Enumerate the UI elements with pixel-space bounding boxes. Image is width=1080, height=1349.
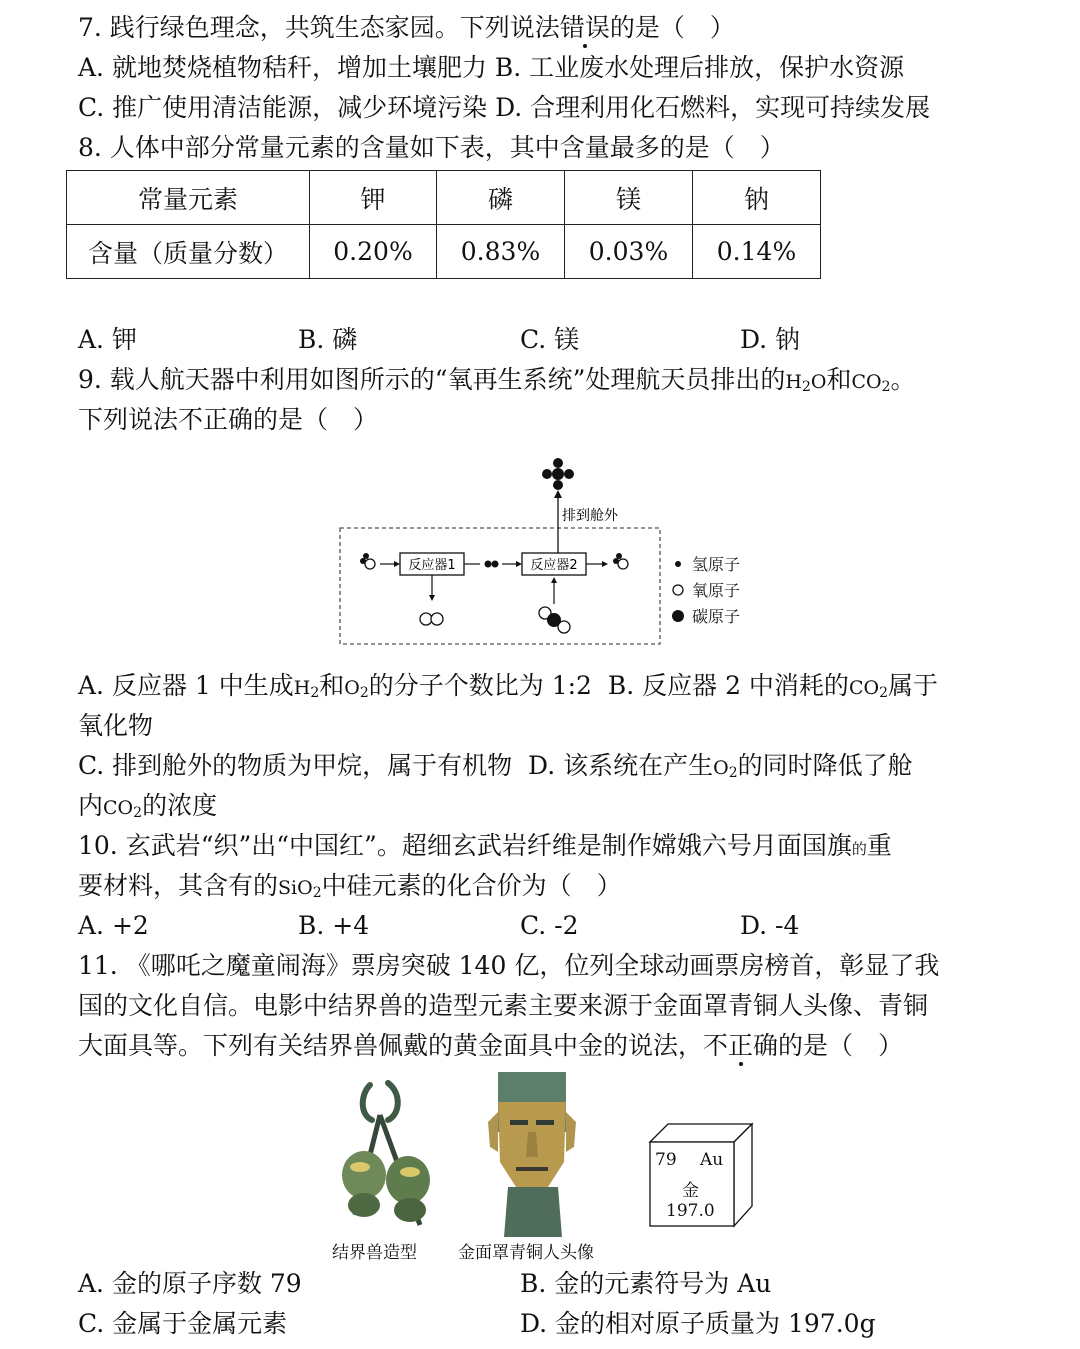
q11-stem-line2: 国的文化自信。电影中结界兽的造型元素主要来源于金面罩青铜人头像、青铜 — [78, 991, 929, 1020]
legend-hydrogen-label: 氢原子 — [692, 555, 741, 574]
element-symbol: Au — [700, 1150, 724, 1170]
system-boundary — [340, 528, 660, 644]
table-value-k: 0.20% — [310, 225, 437, 279]
q9-option-d-line2: 内$CO_2$的浓度 — [78, 791, 218, 821]
q9-stem: 9. 载人航天器中利用如图所示的“氧再生系统”处理航天员排出的$H_2O$和$CO_2$。 — [78, 365, 916, 395]
table-value-na: 0.14% — [693, 225, 821, 279]
q9-option-b-line2: 氧化物 — [78, 711, 154, 740]
legend-oxygen-label: 氧原子 — [692, 581, 741, 600]
q10-stem: 10. 玄武岩“织”出“中国红”。超细玄武岩纤维是制作嫦娥六号月面国旗的重 — [78, 831, 892, 860]
table-header-mg: 镁 — [565, 171, 693, 225]
oxygen-regeneration-diagram — [330, 452, 690, 652]
q8-option-d: D. 钠 — [740, 325, 801, 354]
table-value-mg: 0.03% — [565, 225, 693, 279]
legend-carbon-label: 碳原子 — [692, 607, 741, 626]
legend-oxygen-icon — [673, 585, 683, 595]
q9-options-cd — [78, 748, 913, 791]
q11-stem: 11. 《哪吒之魔童闹海》票房突破 140 亿，位列全球动画票房榜首，彰显了我 — [78, 951, 940, 980]
q7-stem: 7. 践行绿色理念，共筑生态家园。下列说法错误的是（ ） — [78, 13, 735, 42]
q7-options-ab — [78, 50, 904, 86]
q7-option-b: B. 工业废水处理后排放，保护水资源 — [494, 53, 905, 82]
jiejieshou-figure-image — [330, 1075, 450, 1230]
q9-options-ab — [78, 668, 938, 711]
element-atomic-mass: 197.0 — [666, 1201, 715, 1221]
carbon-dioxide-molecule-icon — [539, 607, 570, 633]
q11-option-a: A. 金的原子序数 79 — [78, 1269, 302, 1298]
q10-option-b: B. +4 — [298, 911, 370, 940]
q8-option-b: B. 磷 — [298, 325, 358, 354]
q10-option-d: D. -4 — [740, 911, 800, 940]
q7-option-a: A. 就地焚烧植物秸秆，增加土壤肥力 — [78, 53, 487, 82]
table-row-label: 含量（质量分数） — [67, 225, 310, 279]
q10-option-a: A. +2 — [78, 911, 149, 940]
reactor1-label: 反应器1 — [408, 558, 456, 573]
reactor2-label: 反应器2 — [530, 558, 578, 573]
q10-stem-line2: 要材料，其含有的SiO$_2$中硅元素的化合价为（ ） — [78, 871, 622, 901]
q8-option-c: C. 镁 — [520, 325, 580, 354]
legend-hydrogen-icon — [675, 561, 681, 567]
element-name: 金 — [682, 1181, 699, 1201]
q11-option-b: B. 金的元素符号为 Au — [520, 1269, 772, 1298]
bronze-head-image — [478, 1072, 588, 1237]
q7-option-d: D. 合理利用化石燃料，实现可持续发展 — [495, 93, 931, 122]
table-header-label: 常量元素 — [67, 171, 310, 225]
q11-option-c: C. 金属于金属元素 — [78, 1309, 288, 1338]
table-header-p: 磷 — [437, 171, 565, 225]
q8-option-a: A. 钾 — [78, 325, 137, 354]
q11-option-d: D. 金的相对原子质量为 197.0g — [520, 1309, 876, 1338]
caption-bronze-head: 金面罩青铜人头像 — [458, 1243, 594, 1263]
q10-option-c: C. -2 — [520, 911, 579, 940]
exhaust-label: 排到舱外 — [562, 508, 618, 524]
q11-stem-line3: 大面具等。下列有关结界兽佩戴的黄金面具中金的说法，不正确的是（ ） — [78, 1031, 904, 1060]
legend-carbon-icon — [672, 610, 684, 622]
q8-stem: 8. 人体中部分常量元素的含量如下表，其中含量最多的是（ ） — [78, 133, 785, 162]
element-atomic-number: 79 — [655, 1150, 677, 1170]
q9-stem-line2: 下列说法不正确的是（ ） — [78, 405, 379, 434]
q9-option-d: D. 该系统在产生$O_2$的同时降低了舱 — [528, 751, 913, 781]
exhaust-arrowhead — [554, 490, 562, 498]
table-value-p: 0.83% — [437, 225, 565, 279]
water-molecule-icon — [360, 553, 375, 569]
water-output-icon — [613, 553, 628, 569]
q7-options-cd — [78, 90, 930, 126]
hydrogen-molecule-icon — [485, 561, 499, 568]
q9-option-a: A. 反应器 1 中生成$H_2$和$O_2$的分子个数比为 1:2 — [78, 671, 592, 701]
q7-option-c: C. 推广使用清洁能源，减少环境污染 — [78, 93, 488, 122]
table-header-k: 钾 — [310, 171, 437, 225]
q9-option-c: C. 排到舱外的物质为甲烷，属于有机物 — [78, 751, 513, 780]
element-content-table — [66, 170, 821, 279]
oxygen-molecule-icon — [420, 613, 443, 625]
methane-molecule-icon — [542, 458, 574, 490]
table-header-na: 钠 — [693, 171, 821, 225]
q9-option-b: B. 反应器 2 中消耗的$CO_2$属于 — [607, 671, 938, 701]
caption-jiejieshou: 结界兽造型 — [332, 1243, 417, 1263]
